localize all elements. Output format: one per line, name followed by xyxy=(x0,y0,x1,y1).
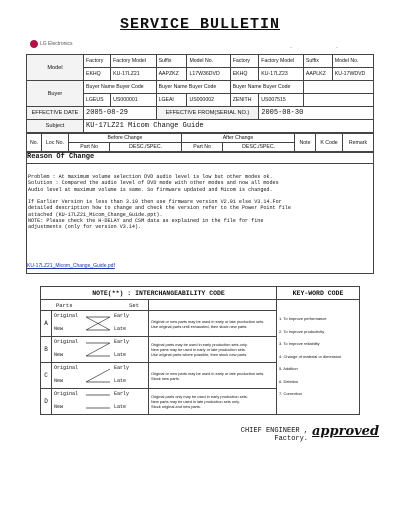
col-no: No. xyxy=(27,134,42,152)
mark-dot: · xyxy=(290,45,292,51)
bulletin-header-table xyxy=(26,54,374,133)
effective-date-label: EFFECTIVE DATE xyxy=(27,107,84,120)
buyer-h: Buyer Name Buyer Code xyxy=(156,81,230,94)
interchangeability-legend xyxy=(40,286,360,415)
arrow-diagram: Original Early New Late xyxy=(52,337,149,363)
model-h: Factory Model xyxy=(111,55,156,68)
reason-text: Problem : At maximum volume selection DVD audio level is low but other modes ok. Solution : Compared the audio level of DVD mode with other modes and now all modes Audio level at maximum volume is same. So firmware updated and Micom is changed. If Earlier Version is less than 3.10 then use firmware version V2.01 else V3.14.For detailed description how to change and check the version refer to the Power Point file attached (KU-17LZ21_Micom_Change_Guide.ppt). NOTE: Please check the H-DELAY and CSM data as explained in the file for fine adjustments (only for version V3.14). xyxy=(28,174,291,231)
model-h: Factory xyxy=(84,55,111,68)
effective-serial: 2005-08-30 xyxy=(259,107,374,120)
model-h: Model No. xyxy=(332,55,373,68)
buyer-v: ZENITH xyxy=(230,94,259,107)
code-letter: D xyxy=(41,389,52,415)
keyword-item: 3. To improve reliability xyxy=(279,341,320,347)
model-v: KU-17WDVD xyxy=(332,68,373,81)
attachment-link[interactable]: KU-17LZ21_Micom_Change_Guide.pdf xyxy=(27,263,115,269)
code-letter: C xyxy=(41,363,52,389)
model-v: L17W36DVD xyxy=(187,68,230,81)
model-h: Model No. xyxy=(187,55,230,68)
effective-serial-label: EFFECTIVE FROM(SERIAL NO.) xyxy=(156,107,259,120)
model-h: Suffix xyxy=(303,55,332,68)
lg-logo-icon xyxy=(30,40,38,48)
code-letter: B xyxy=(41,337,52,363)
model-v: EKHQ xyxy=(84,68,111,81)
effective-date: 2005-08-29 xyxy=(84,107,157,120)
buyer-label: Buyer xyxy=(27,81,84,107)
model-h: Factory xyxy=(230,55,259,68)
col-before: Before Change xyxy=(69,134,182,143)
col-before-partno: Part No xyxy=(69,143,110,152)
model-v: AAPLKZ xyxy=(303,68,332,81)
keyword-item: 6. Deletion xyxy=(279,378,299,384)
code-desc: Original parts only may be used in early production sets. New parts may be used in late production sets only. Stock original and new parts. xyxy=(149,389,277,415)
arrow-diagram: Original Early New Late xyxy=(52,311,149,337)
note-heading: NOTE(**) : INTERCHANGEABILITY CODE xyxy=(41,287,277,300)
company-logo xyxy=(30,40,73,48)
arrow-diagram: Original Early New Late xyxy=(52,389,149,415)
approved-stamp: approved xyxy=(312,424,380,439)
buyer-h: Buyer Name Buyer Code xyxy=(84,81,157,94)
col-before-desc: DESC./SPEC. xyxy=(110,143,182,152)
logo-text: LG Electronics xyxy=(40,41,73,47)
model-v: KU-17LZ21 xyxy=(111,68,156,81)
buyer-v: US000001 xyxy=(111,94,156,107)
mark-dot: · xyxy=(336,45,338,51)
keyword-heading: KEY-WORD CODE xyxy=(277,287,360,300)
col-locno: Loc No. xyxy=(42,134,69,152)
model-h: Suffix xyxy=(156,55,187,68)
model-label: Model xyxy=(27,55,84,81)
keyword-list xyxy=(277,300,360,415)
model-v: AAPZKZ xyxy=(156,68,187,81)
buyer-v: LGEAI xyxy=(156,94,187,107)
signoff xyxy=(232,427,308,443)
buyer-empty xyxy=(303,94,373,107)
divider xyxy=(26,163,374,164)
reason-heading: Reason Of Change xyxy=(27,153,95,161)
keyword-item: 5. Addition xyxy=(279,366,298,372)
arrow-diagram: Original Early New Late xyxy=(52,363,149,389)
model-v: EKHQ xyxy=(230,68,259,81)
subject-value: KU-17LZ21 Micom Change Guide xyxy=(84,120,374,133)
keyword-item: 2. To improve productivity xyxy=(279,328,325,334)
chief-engineer-label: CHIEF ENGINEER , xyxy=(240,427,308,435)
code-desc: Original or new parts may be used in early or late production sets. Use original parts until exhausted, then stock new parts. xyxy=(149,311,277,337)
keyword-item: 7. Correction xyxy=(279,391,302,397)
blank-cell xyxy=(149,300,277,311)
col-after: After Change xyxy=(181,134,294,143)
col-after-desc: DESC./SPEC. xyxy=(223,143,295,152)
change-table xyxy=(26,133,374,152)
col-kcode: K Code xyxy=(316,134,343,152)
code-desc: Original or new parts may be used in early or late production sets. Stock new parts. xyxy=(149,363,277,389)
keyword-item: 4. Change of material or dimension xyxy=(279,353,342,359)
keyword-item: 1. To improve performance xyxy=(279,316,327,322)
model-v: KU-17LZ23 xyxy=(259,68,304,81)
code-letter: A xyxy=(41,311,52,337)
buyer-h: Buyer Name Buyer Code xyxy=(230,81,303,94)
buyer-empty xyxy=(303,81,373,94)
factory-label: Factory. xyxy=(274,435,308,443)
page-title: SERVICE BULLETIN xyxy=(119,16,281,33)
col-remark: Remark xyxy=(343,134,374,152)
buyer-v: LGEUS xyxy=(84,94,111,107)
parts-set-header: Parts Set xyxy=(41,300,149,311)
buyer-v: US000002 xyxy=(187,94,230,107)
subject-label: Subject xyxy=(27,120,84,133)
code-desc: Original parts may be used in early production sets only. New parts may be used in early or late production sets. Use original parts where possible, then stock new parts. xyxy=(149,337,277,363)
model-h: Factory Model xyxy=(259,55,304,68)
buyer-v: US007515 xyxy=(259,94,304,107)
col-after-partno: Part No xyxy=(181,143,222,152)
col-note: Note xyxy=(295,134,316,152)
